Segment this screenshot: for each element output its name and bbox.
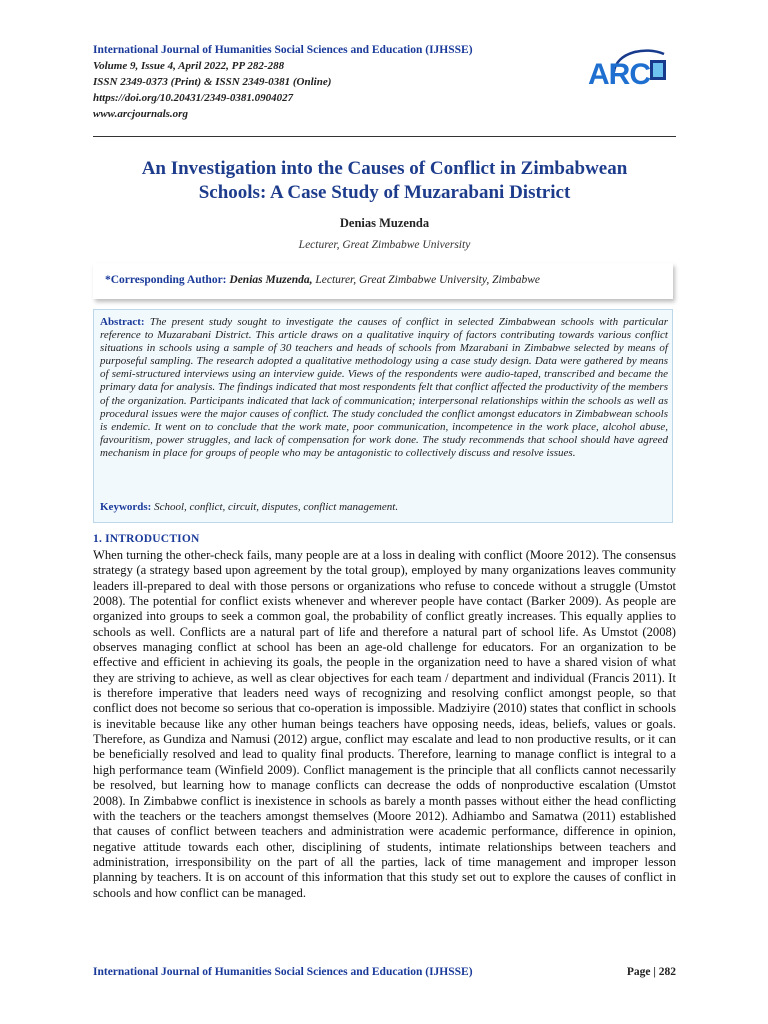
title-line-2: Schools: A Case Study of Muzarabani District <box>198 182 571 203</box>
abstract-box <box>93 309 673 523</box>
keywords-text: School, conflict, circuit, disputes, conflict management. <box>154 501 399 513</box>
corresponding-author-box <box>93 263 673 299</box>
journal-name: International Journal of Humanities Social Sciences and Education (IJHSSE) <box>93 44 473 56</box>
abstract-paragraph <box>100 316 668 460</box>
doi-link[interactable]: https://doi.org/10.20431/2349-0381.0904027 <box>93 92 294 104</box>
footer-journal-name: International Journal of Humanities Social Sciences and Education (IJHSSE) <box>93 966 473 978</box>
corresponding-author-line <box>105 274 540 286</box>
introduction-body: When turning the other-check fails, many people are at a loss in dealing with conflict (Moore 2012). The consensus strategy (a strategy based upon agreement by the total group), employed by many organizations leaves community leaders ill-prepared to deal with those persons or organizations who refuse to concede without a struggle (Umstot 2008). The potential for conflict exists whenever and wherever people have contact (Barker 2009). As people are organized into groups to seek a common goal, the probability of conflict greatly increases. This equally applies to schools as well. Conflicts are a natural part of life and therefore a natural part of school life. As Umstot (2008) observes managing conflict at school has been an age-old challenge for educators. For an organization to be effective and efficient in achieving its goals, the people in the organization need to have a shared vision of what they are striving to achieve, as well as clear objectives for each team / department and individual (Francis 2011). It is therefore imperative that leaders need ways of recognizing and resolving conflict amongst people, so that conflict does not become so serious that co-operation is impossible. Madziyire (2010) states that conflict in schools is inevitable because like any other human beings teachers have opposing needs, ideas, beliefs, values or goals. Therefore, as Gundiza and Namusi (2012) argue, conflict may escalate and lead to non productive results, or it can be beneficially resolved and lead to quality final products. Therefore, learning to manage conflict is integral to a high performance team (Winfield 2009). Conflict management is the principle that all conflicts cannot necessarily be resolved, but learning how to manage conflicts can decrease the odds of nonproductive escalation (Umstot 2008). In Zimbabwe conflict is inexistence in schools as barely a month passes without either the head conflicting with the teachers or the teachers amongst themselves (Moore 2012). Adhiambo and Samatwa (2011) established that causes of conflict between teachers and administration were academic performance, difference in opinion, negative attitude towards each other, disciplining of students, intimate relationships between teachers and administration, irresponsibility on the part of all the parties, lack of time management and improper lesson planning by teachers. It is on account of this information that this study set out to explore the causes of conflict in schools and how conflict can be managed. <box>93 548 676 900</box>
author-affiliation: Lecturer, Great Zimbabwe University <box>298 239 471 251</box>
arc-logo <box>586 44 672 90</box>
issn-line: ISSN 2349-0373 (Print) & ISSN 2349-0381 (Online) <box>93 76 332 88</box>
website-link[interactable]: www.arcjournals.org <box>93 108 188 120</box>
keywords-line <box>100 501 398 513</box>
article-title <box>93 157 676 205</box>
corresponding-label: *Corresponding Author: <box>105 274 227 286</box>
logo-text: ARC <box>588 58 650 90</box>
author-name: Denias Muzenda <box>339 216 430 230</box>
journal-header <box>93 42 593 122</box>
logo-book-page <box>653 63 663 77</box>
abstract-label: Abstract: <box>100 316 145 328</box>
page-number: Page | 282 <box>626 966 676 978</box>
header-divider <box>93 136 676 137</box>
title-line-1: An Investigation into the Causes of Conflict in Zimbabwean <box>141 158 628 179</box>
volume-line: Volume 9, Issue 4, April 2022, PP 282-288 <box>93 60 285 72</box>
section-heading: 1. INTRODUCTION <box>93 533 200 545</box>
corresponding-affiliation: Lecturer, Great Zimbabwe University, Zimbabwe <box>315 274 541 286</box>
keywords-label: Keywords: <box>100 501 152 513</box>
corresponding-name: Denias Muzenda, <box>229 274 313 286</box>
abstract-text: The present study sought to investigate the causes of conflict in selected Zimbabwean schools with particular reference to Muzarabani District. This article draws on a qualitative inquiry of factors contributing towards various conflict situations in schools using a sample of 30 teachers and heads of schools from Mzarabani in Zimbabwe selected by means of purposeful sampling. The research adopted a qualitative methodology using a case study design. Data were gathered by means of semi-structured interviews using an interview guide. Views of the respondents were audio-taped, transcribed and became the primary data for analysis. The findings indicated that most respondents felt that conflict affected the productivity of the members of the organization. Participants indicated that lack of communication; interpersonal relationships within the schools as well as procedural issues were the major causes of conflict. The study concluded the conflict amongst educators in Zimbabwean schools is endemic. It went on to conclude that the work mate, poor communication, incompetence in the work place, alcohol abuse, favouritism, power struggles, and lack of compensation for work done. The study recommends that school should have agreed mechanism in place for groups of people who may be antagonistic to collectively discuss and resolve issues. <box>100 316 668 459</box>
